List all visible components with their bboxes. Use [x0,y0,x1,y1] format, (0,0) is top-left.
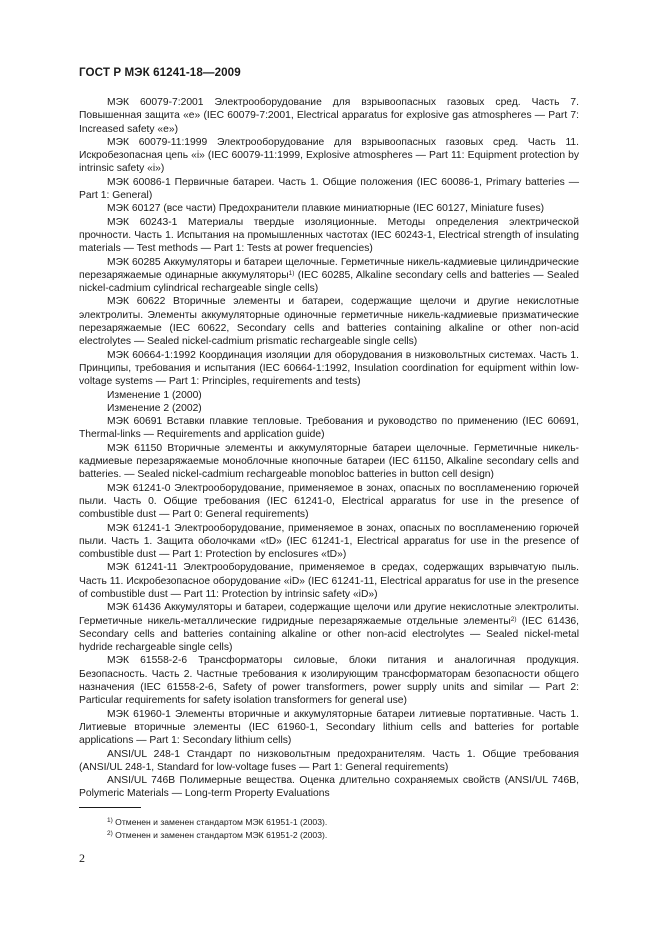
ref-text: МЭК 61436 Аккумуляторы и батареи, содержащие щелочи или другие некислотные электролиты. Герметичные никель-металлические гидридные перезаряжаемые отдельные элементы [79,602,579,627]
ref-iec-61436 [79,601,579,654]
ref-iec-61241-0: МЭК 61241-0 Электрооборудование, применяемое в зонах, опасных по воспламенению горючей пыли. Часть 0. Общие требования (IEC 61241-0, Electrical apparatus for use in the presence of combustible dust — Part 0: General requirements) [79,482,579,521]
footnotes [107,816,577,842]
ref-ansi-ul-248-1: ANSI/UL 248-1 Стандарт по низковольтным предохранителям. Часть 1. Общие требования (ANSI/UL 248-1, Standard for low-voltage fuses — Part 1: General requirements) [79,748,579,773]
document-header: ГОСТ Р МЭК 61241-18—2009 [79,66,241,79]
ref-amendment-2: Изменение 2 (2002) [107,402,202,414]
footnote-text: Отменен и заменен стандартом МЭК 61951-1 (2003). [112,817,328,827]
ref-iec-60086-1: МЭК 60086-1 Первичные батареи. Часть 1. Общие положения (IEC 60086-1, Primary batteries — Part 1: General) [79,176,579,202]
ref-iec-60622: МЭК 60622 Вторичные элементы и батареи, содержащие щелочи и другие некислотные электролиты. Элементы аккумуляторные одиночные герметичные никель-кадмиевые призматические перезаряжаемые (IEC 60622, Secondary cells and batteries containing alkaline or other non-acid electrolytes — Sealed nickel-cadmium prismatic rechargeable single cells) [79,296,579,348]
footnote-2 [107,829,577,842]
ref-text: (IEC 61436, Secondary cells and batteries containing alkaline or other non-acid electrolytes — Sealed nickel-metal hydride rechargeable single cells) [79,615,580,654]
ref-amendment-1: Изменение 1 (2000) [107,389,202,401]
ref-iec-61150: МЭК 61150 Вторичные элементы и аккумуляторные батареи щелочные. Герметичные никель-кадмиевые перезаряжаемые моноблочные кнопочные батареи (IEC 61150, Alkaline secondary cells and batteries. — Sealed nickel-cadmium rechargeable monobloc batteries in button cell design) [79,442,579,481]
references-list [79,96,579,801]
footnote-mark: 1) [288,269,295,277]
footnote-mark: 1) [107,817,113,824]
ref-iec-61241-11: МЭК 61241-11 Электрооборудование, применяемое в средах, содержащих взрывчатую пыль. Часть 11. Искробезопасное оборудование «iD» (IEC 61241-11, Electrical apparatus for use in the presence of combustible dust — Part 11: Protection by intrinsic safety «iD») [79,562,579,600]
footnote-separator [79,807,141,808]
footnote-1 [107,816,577,829]
ref-iec-61558-2-6: МЭК 61558-2-6 Трансформаторы силовые, блоки питания и аналогичная продукция. Безопасность. Часть 2. Частные требования к изолирующим трансформаторам безопасности общего назначения (IEC 61558-2-6, Safety of power transformers, power supply units and similar — Part 2: Particular requirements for safety isolation transformers for general use) [79,655,579,707]
ref-iec-60285 [79,256,579,296]
ref-iec-61241-1: МЭК 61241-1 Электрооборудование, применяемое в зонах, опасных по воспламенению горючей пыли. Часть 1. Защита оболочками «tD» (IEC 61241-1, Electrical apparatus for use in the presence of combustible dust — Part 1: Protection by enclosures «tD») [79,522,579,561]
ref-iec-60243-1: МЭК 60243-1 Материалы твердые изоляционные. Методы определения электрической прочности. Часть 1. Испытания на промышленных частотах (IEC 60243-1, Electrical strength of insulating materials — Test methods — Part 1: Tests at power frequencies) [79,216,579,255]
ref-text: (IEC 60285, Alkaline secondary cells and batteries — Sealed nickel-cadmium cylindrical rechargeable single cells) [79,269,579,295]
ref-iec-60079-11: МЭК 60079-11:1999 Электрооборудование для взрывоопасных газовых сред. Часть 11. Искробезопасная цепь «i» (IEC 60079-11:1999, Explosive atmospheres — Part 11: Equipment protection by intrinsic safety «i») [79,136,579,175]
footnote-mark: 2) [107,830,113,837]
ref-iec-60664-1: МЭК 60664-1:1992 Координация изоляции для оборудования в низковольтных системах. Часть 1. Принципы, требования и испытания (IEC 60664-1:1992, Insulation coordination for equipment within low-voltage systems — Part 1: Principles, requirements and tests) [79,349,579,388]
ref-ansi-ul-746b: ANSI/UL 746B Полимерные вещества. Оценка длительно сохраняемых свойств (ANSI/UL 746B, Polymeric Materials — Long-term Property Evaluations [79,775,579,800]
page-number: 2 [79,851,85,865]
footnote-text: Отменен и заменен стандартом МЭК 61951-2 (2003). [112,830,328,840]
footnote-mark: 2) [510,615,517,623]
ref-text: МЭК 60285 Аккумуляторы и батареи щелочные. Герметичные никель-кадмиевые цилиндрические перезаряжаемые одинарные аккумуляторы [79,256,579,281]
ref-iec-60691: МЭК 60691 Вставки плавкие тепловые. Требования и руководство по применению (IEC 60691, Thermal-links — Requirements and application guide) [79,416,579,441]
ref-iec-60079-7: МЭК 60079-7:2001 Электрооборудование для взрывоопасных газовых сред. Часть 7. Повышенная защита «е» (IEC 60079-7:2001, Electrical apparatus for explosive gas atmospheres — Part 7: Increased safety «е») [79,97,579,135]
ref-iec-60127: МЭК 60127 (все части) Предохранители плавкие миниатюрные (IEC 60127, Miniature fuses) [107,203,545,215]
ref-iec-61960-1: МЭК 61960-1 Элементы вторичные и аккумуляторные батареи литиевые портативные. Часть 1. Литиевые вторичные элементы (IEC 61960-1, Secondary lithium cells and batteries for portable applications — Part 1: Secondary lithium cells) [79,708,579,747]
